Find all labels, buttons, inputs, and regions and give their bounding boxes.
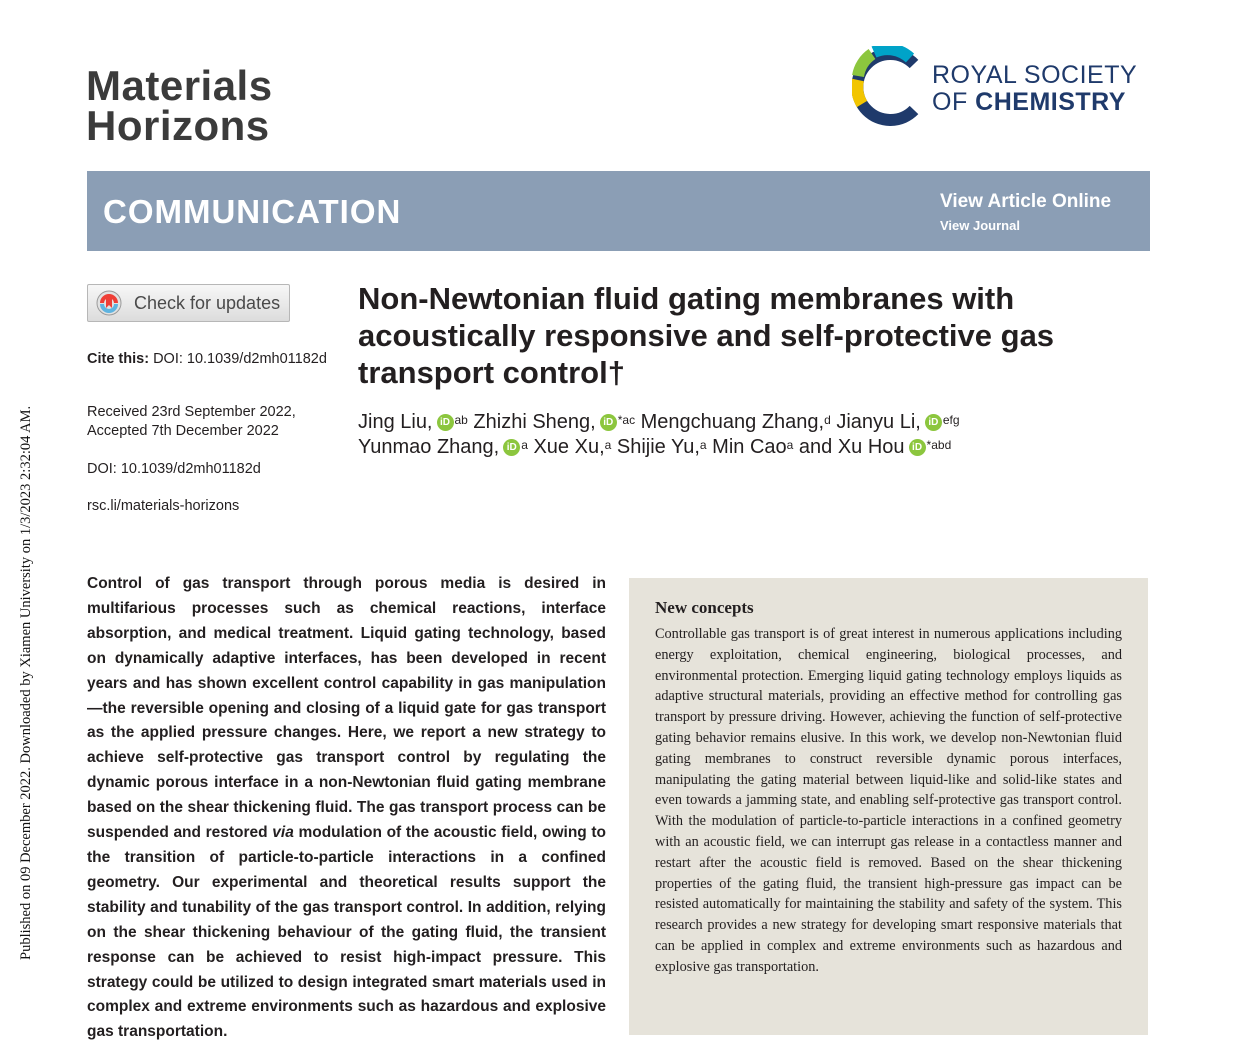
download-stamp: Published on 09 December 2022. Downloaded by Xiamen University on 1/3/2023 2:32:04 AM. [18, 405, 34, 960]
author [358, 436, 528, 458]
author [712, 436, 793, 458]
crossmark-icon [96, 290, 122, 316]
author-name[interactable]: Jing Liu, [358, 411, 433, 433]
author-name[interactable]: Yunmao Zhang, [358, 436, 500, 458]
cite-line [87, 350, 327, 369]
author-affiliation: ab [454, 413, 468, 427]
abstract-part2: modulation of the acoustic field, owing to the transition of particle-to-particle interactions in a confined geometry. Our experimental and theoretical results support the stability and tunability of the gas transport control. In addition, relying on the shear thickening behaviour of the gating fluid, the transient response can be achieved to resist high-impact pressure. This strategy could be utilized to design integrated smart materials used in complex and extreme environments such as hazardous and explosive gas transportation. [87, 824, 606, 1041]
journal-logo [86, 62, 273, 149]
accepted-date: Accepted 7th December 2022 [87, 423, 279, 439]
author-name[interactable]: Zhizhi Sheng, [473, 411, 596, 433]
new-concepts-body: Controllable gas transport is of great interest in numerous applications including energy exploitation, chemical engineering, biological processes, and environmental protection. Emerging liquid gating technology employs liquids as adaptive structural materials, providing an effective method for controlling gas transport by pressure driving. However, achieving the function of self-protective gating behavior remains elusive. In this work, we develop non-Newtonian fluid gating membranes to construct reversible dynamic porous interfaces, manipulating the gating material between liquid-like and solid-like states and even towards a jamming state, and enabling self-protective gas transport control. With the modulation of particle-to-particle interactions in a confined geometry with an acoustic field, we can interrupt gas release in a contactless manner and restart after the acoustic field is removed. Based on the shear thickening properties of the gating fluid, the transient high-pressure gas impact can be resisted automatically for maintaining the stability and safety of the system. This research provides a new strategy for developing smart responsive materials that can be applied in complex and extreme environments such as hazardous and explosive gas transportation. [655, 626, 1122, 975]
abstract [87, 572, 606, 1045]
author [617, 436, 707, 458]
orcid-icon[interactable]: iD [909, 439, 926, 456]
publisher-line2: OF CHEMISTRY [932, 88, 1126, 116]
author-affiliation: a [786, 438, 794, 452]
journal-url[interactable]: rsc.li/materials-horizons [87, 498, 240, 514]
orcid-icon[interactable]: iD [437, 414, 454, 431]
new-concepts-box [629, 578, 1148, 1035]
author [358, 411, 468, 433]
author-name[interactable]: Xue Xu, [533, 436, 605, 458]
view-journal-link[interactable]: View Journal [940, 218, 1020, 233]
abstract-part1: Control of gas transport through porous media is desired in multifarious processes such as chemical reactions, interface absorption, and medical treatment. Liquid gating technology, based on dynamically adaptive interfaces, has been developed in recent years and has shown excellent control capability in gas manipulation—the reversible opening and closing of a liquid gate for gas transport as the applied pressure changes. Here, we report a new strategy to achieve self-protective gas transport control by regulating the dynamic porous interface in a non-Newtonian fluid gating membrane based on the shear thickening fluid. The gas transport process can be suspended and restored [87, 575, 606, 842]
author [641, 411, 831, 433]
publisher-line1: ROYAL SOCIETY [932, 61, 1138, 89]
journal-name-line1: Materials [86, 62, 273, 109]
article-title: Non-Newtonian fluid gating membranes with acoustically responsive and self-protective gas transport control† [358, 281, 1055, 390]
author [836, 411, 959, 433]
author [799, 436, 951, 458]
author-affiliation: a [521, 438, 528, 452]
author-name[interactable]: and Xu Hou [798, 436, 905, 458]
journal-name-line2: Horizons [86, 102, 270, 149]
author [533, 436, 611, 458]
abstract-via: via [272, 824, 294, 842]
author-affiliation: d [824, 413, 831, 427]
check-for-updates-button[interactable] [87, 284, 290, 322]
orcid-icon[interactable]: iD [503, 439, 520, 456]
doi-line[interactable]: DOI: 10.1039/d2mh01182d [87, 461, 261, 477]
author-affiliation: a [604, 438, 612, 452]
view-article-online-link[interactable]: View Article Online [940, 191, 1112, 212]
section-banner [87, 171, 1150, 251]
cite-label: Cite this: [87, 351, 150, 367]
orcid-icon[interactable]: iD [925, 414, 942, 431]
article-type: COMMUNICATION [103, 193, 402, 230]
author-name[interactable]: Jianyu Li, [836, 411, 921, 433]
cite-doi[interactable]: DOI: 10.1039/d2mh01182d [153, 351, 327, 367]
received-date: Received 23rd September 2022, [87, 404, 296, 420]
author-affiliation: efg [942, 413, 960, 427]
author [473, 411, 635, 433]
author-list [358, 410, 1138, 460]
author-affiliation: *ac [617, 413, 636, 427]
author-name[interactable]: Shijie Yu, [616, 436, 700, 458]
author-name[interactable]: Min Cao [712, 436, 787, 458]
publisher-name [932, 62, 1137, 116]
author-affiliation: a [699, 438, 707, 452]
check-for-updates-label: Check for updates [134, 292, 281, 313]
orcid-icon[interactable]: iD [600, 414, 617, 431]
dates-block [87, 403, 296, 441]
rsc-c-ring-logo [852, 46, 926, 128]
author-name[interactable]: Mengchuang Zhang, [640, 411, 825, 433]
author-affiliation: *abd [926, 438, 952, 452]
new-concepts-heading: New concepts [655, 598, 754, 617]
